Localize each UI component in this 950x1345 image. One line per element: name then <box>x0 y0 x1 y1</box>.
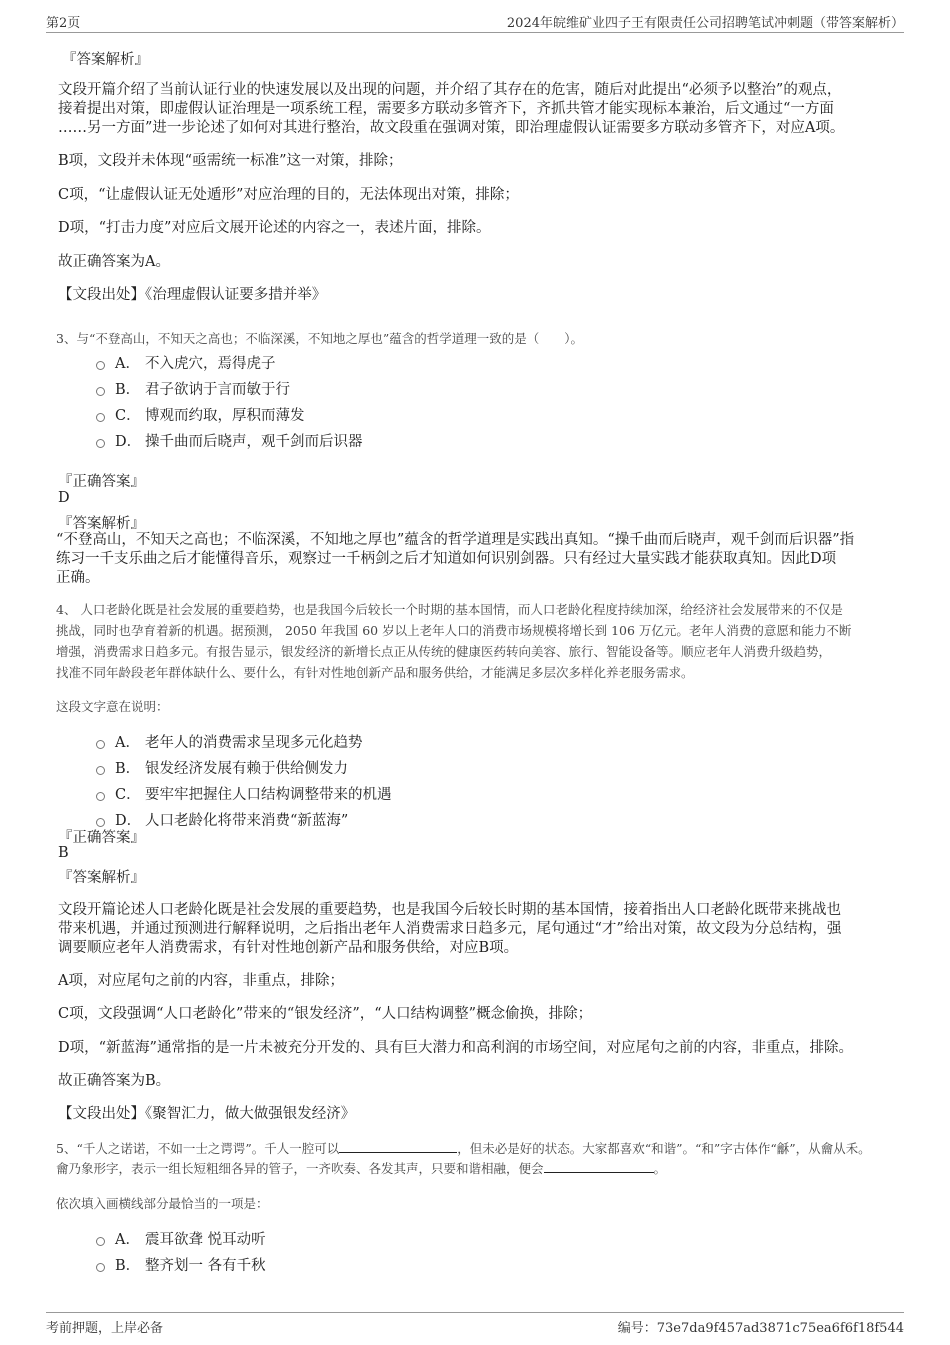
answer-statement: 故正确答案为B。 <box>58 1073 171 1089</box>
option-a[interactable]: A． 不入虎穴，焉得虎子 <box>96 351 363 373</box>
radio-button[interactable] <box>96 387 105 396</box>
page-header <box>46 12 904 33</box>
question-5-stem-line: 龠乃象形字，表示一组长短粗细各异的管子，一齐吹奏、各发其声，只要和谐相融，便会 。 <box>56 1161 667 1176</box>
option-a[interactable]: A． 老年人的消费需求呈现多元化趋势 <box>96 730 392 752</box>
analysis-line: 文段开篇论述人口老龄化既是社会发展的重要趋势，也是我国今后较长时期的基本国情，接着指出人口老龄化既带来挑战也 <box>58 902 841 918</box>
option-c[interactable]: C． 博观而约取，厚积而薄发 <box>96 403 363 425</box>
question-5-options <box>96 1227 266 1275</box>
correct-answer-label: 『正确答案』 <box>58 830 145 846</box>
radio-button[interactable] <box>96 766 105 775</box>
option-b-analysis: B项，文段并未体现“亟需统一标准”这一对策，排除； <box>58 153 403 169</box>
analysis-label: 『答案解析』 <box>62 52 149 68</box>
question-4-prompt: 这段文字意在说明： <box>56 699 169 714</box>
option-c-analysis: C项，文段强调“人口老龄化”带来的“银发经济”，“人口结构调整”概念偷换，排除； <box>58 1006 593 1022</box>
question-4-stem-line: 挑战，同时也孕育着新的机遇。据预测， 2050 年我国 60 岁以上老年人口的消费市场规模将增长到 106 万亿元。老年人消费的意愿和能力不断 <box>56 623 852 638</box>
option-d[interactable]: D． 操千曲而后晓声，观千剑而后识器 <box>96 429 363 451</box>
option-a[interactable]: A． 震耳欲聋 悦耳动听 <box>96 1227 266 1249</box>
document-id: 编号：73e7da9f457ad3871c75ea6f6f18f544 <box>617 1321 904 1336</box>
radio-button[interactable] <box>96 1263 105 1272</box>
source-citation: 【文段出处】《聚智汇力，做大做强银发经济》 <box>58 1106 356 1122</box>
analysis-label: 『答案解析』 <box>58 516 145 532</box>
question-3-stem: 3、与“不登高山，不知天之高也；不临深溪，不知地之厚也”蕴含的哲学道理一致的是（ ）。 <box>56 331 583 346</box>
option-c-analysis: C项，“让虚假认证无处遁形”对应治理的目的，无法体现出对策，排除； <box>58 187 519 203</box>
option-b[interactable]: B． 银发经济发展有赖于供给侧发力 <box>96 756 392 778</box>
question-4-stem-line: 4、 人口老龄化既是社会发展的重要趋势，也是我国今后较长一个时期的基本国情，而人口老龄化程度持续加深，给经济社会发展带来的不仅是 <box>56 602 843 617</box>
analysis-line: ……另一方面”进一步论述了如何对其进行整治，故文段重在强调对策，即治理虚假认证需要多方联动多管齐下，对应A项。 <box>58 120 845 136</box>
option-d[interactable]: D． 人口老龄化将带来消费“新蓝海” <box>96 808 392 830</box>
analysis-line: 文段开篇介绍了当前认证行业的快速发展以及出现的问题，并介绍了其存在的危害，随后对此提出“必须予以整治”的观点， <box>58 82 842 98</box>
answer-statement: 故正确答案为A。 <box>58 254 170 270</box>
question-5-stem-line: 5、“千人之诺诺，不如一士之谔谔”。千人一腔可以 ，但未必是好的状态。大家都喜欢“和谐”。“和”字古体作“龢”，从龠从禾。 <box>56 1141 871 1156</box>
page-number: 第2页 <box>46 16 81 31</box>
option-b[interactable]: B． 君子欲讷于言而敏于行 <box>96 377 363 399</box>
correct-answer-label: 『正确答案』 <box>58 474 145 490</box>
analysis-line: 接着提出对策，即虚假认证治理是一项系统工程，需要多方联动多管齐下，齐抓共管才能实现标本兼治，后文通过“一方面 <box>58 101 834 117</box>
fill-blank[interactable] <box>544 1160 654 1173</box>
analysis-line: 正确。 <box>56 570 100 586</box>
radio-button[interactable] <box>96 439 105 448</box>
option-c[interactable]: C． 要牢牢把握住人口结构调整带来的机遇 <box>96 782 392 804</box>
radio-button[interactable] <box>96 361 105 370</box>
option-d-analysis: D项，“新蓝海”通常指的是一片未被充分开发的、具有巨大潜力和高利润的市场空间，对应尾句之前的内容，非重点，排除。 <box>58 1040 853 1056</box>
page-footer <box>46 1312 904 1335</box>
analysis-line: 练习一千支乐曲之后才能懂得音乐，观察过一千柄剑之后才知道如何识别剑器。只有经过大量实践才能获取真知。因此D项 <box>56 551 837 567</box>
radio-button[interactable] <box>96 1237 105 1246</box>
correct-answer: B <box>58 845 69 861</box>
question-4-options <box>96 730 392 830</box>
option-a-analysis: A项，对应尾句之前的内容，非重点，排除； <box>58 973 344 989</box>
fill-blank[interactable] <box>339 1140 457 1153</box>
question-5-prompt: 依次填入画横线部分最恰当的一项是： <box>56 1196 269 1211</box>
document-title: 2024年皖维矿业四子王有限责任公司招聘笔试冲刺题（带答案解析） <box>506 16 904 31</box>
radio-button[interactable] <box>96 792 105 801</box>
footer-slogan: 考前押题，上岸必备 <box>46 1321 164 1336</box>
source-citation: 【文段出处】《治理虚假认证要多措并举》 <box>58 287 327 303</box>
radio-button[interactable] <box>96 413 105 422</box>
correct-answer: D <box>58 490 70 506</box>
analysis-label: 『答案解析』 <box>58 870 145 886</box>
radio-button[interactable] <box>96 740 105 749</box>
question-4-stem-line: 增强，消费需求日趋多元。有报告显示，银发经济的新增长点正从传统的健康医药转向美容、旅行、智能设备等。顺应老年人消费升级趋势， <box>56 644 832 659</box>
question-3-options <box>96 351 363 451</box>
analysis-line: “不登高山，不知天之高也；不临深溪，不知地之厚也”蕴含的哲学道理是实践出真知。“操千曲而后晓声，观千剑而后识器”指 <box>56 532 855 548</box>
analysis-line: 带来机遇，并通过预测进行解释说明，之后指出老年人消费需求日趋多元，尾句通过“才”给出对策，故文段为分总结构，强 <box>58 921 842 937</box>
option-d-analysis: D项，“打击力度”对应后文展开论述的内容之一，表述片面，排除。 <box>58 220 491 236</box>
analysis-line: 调要顺应老年人消费需求，有针对性地创新产品和服务供给，对应B项。 <box>58 940 519 956</box>
question-4-stem-line: 找准不同年龄段老年群体缺什么、要什么，有针对性地创新产品和服务供给，才能满足多层次多样化养老服务需求。 <box>56 665 694 680</box>
option-b[interactable]: B． 整齐划一 各有千秋 <box>96 1253 266 1275</box>
